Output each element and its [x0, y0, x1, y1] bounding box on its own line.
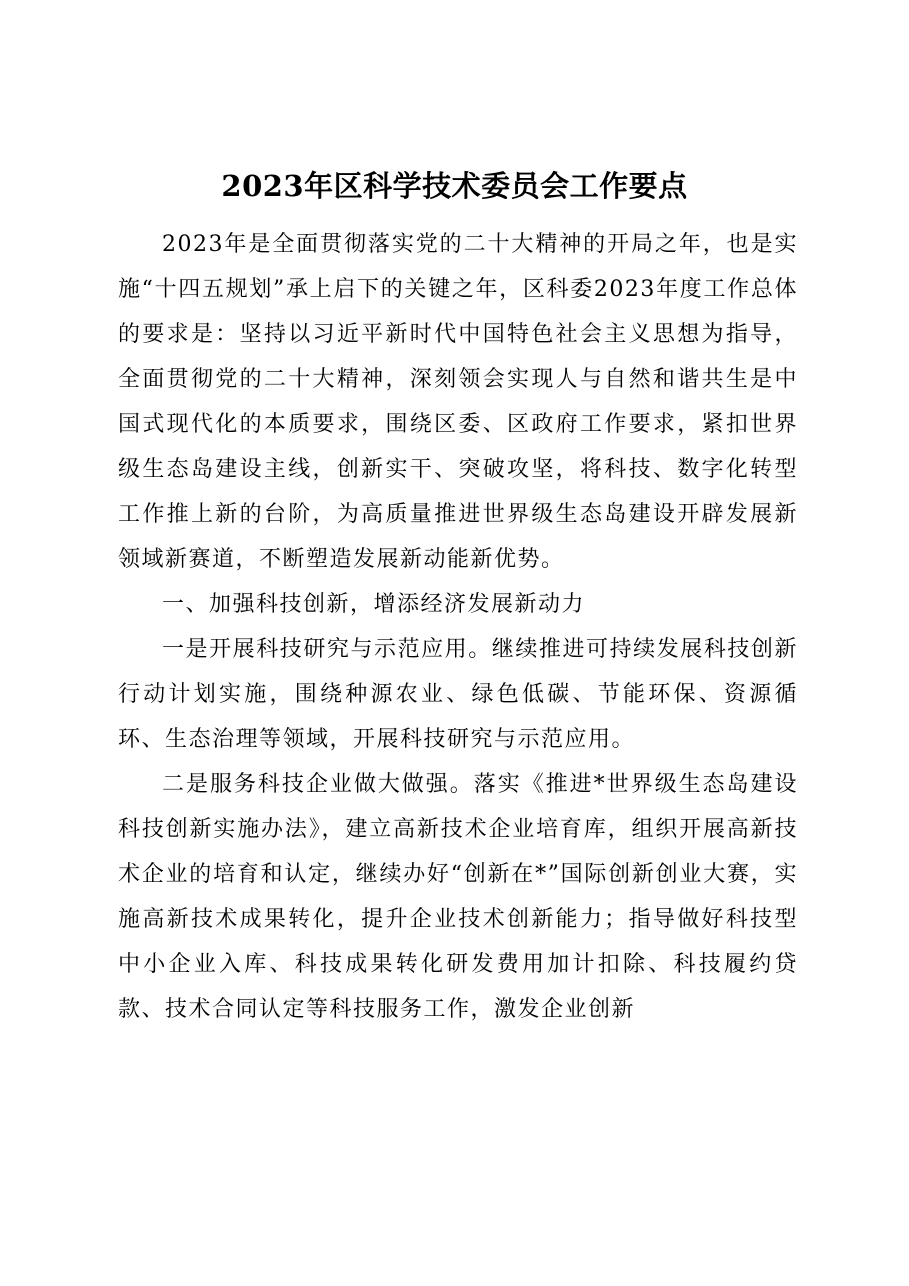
document-body [118, 222, 798, 1032]
paragraph-enterprise: 二是服务科技企业做大做强。落实《推进*世界级生态岛建设科技创新实施办法》，建立高新技术企业培育库，组织开展高新技术企业的培育和认定，继续办好“创新在*”国际创新创业大赛，实施高新技术成果转化，提升企业技术创新能力；指导做好科技型中小企业入库、科技成果转化研发费用加计扣除、科技履约贷款、技术合同认定等科技服务工作，激发企业创新 [118, 772, 798, 1022]
document-title: 2023年区科学技术委员会工作要点 [221, 169, 688, 203]
paragraph-intro: 2023年是全面贯彻落实党的二十大精神的开局之年，也是实施“十四五规划”承上启下的关键之年，区科委2023年度工作总体的要求是：坚持以习近平新时代中国特色社会主义思想为指导，全面贯彻党的二十大精神，深刻领会实现人与自然和谐共生是中国式现代化的本质要求，围绕区委、区政府工作要求，紧扣世界级生态岛建设主线，创新实干、突破攻坚，将科技、数字化转型工作推上新的台阶，为高质量推进世界级生态岛建设开辟发展新领域新赛道，不断塑造发展新动能新优势。 [118, 232, 798, 572]
paragraph-research: 一是开展科技研究与示范应用。继续推进可持续发展科技创新行动计划实施，围绕种源农业、绿色低碳、节能环保、资源循环、生态治理等领域，开展科技研究与示范应用。 [118, 637, 798, 752]
section-heading-1: 一、加强科技创新，增添经济发展新动力 [162, 592, 586, 617]
